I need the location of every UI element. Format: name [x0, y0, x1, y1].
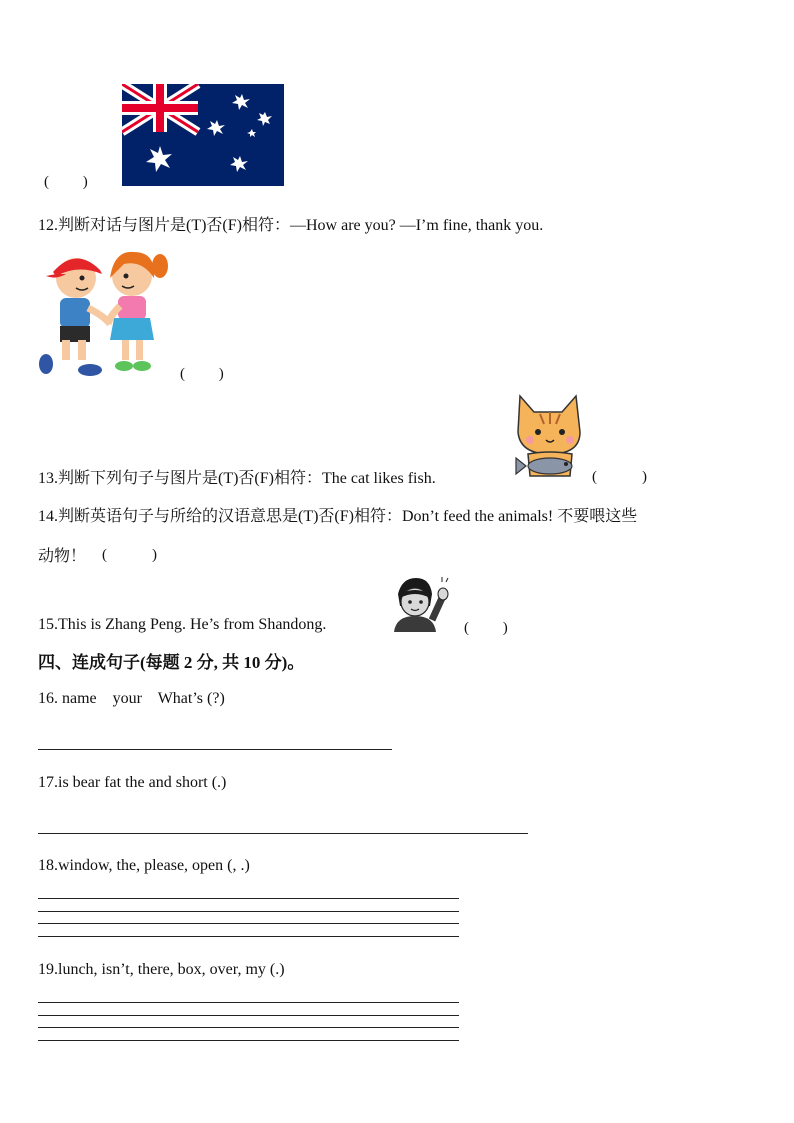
- australia-flag-image: [122, 84, 284, 186]
- question-14-text-continued: 动物！: [38, 548, 87, 565]
- q12-answer-paren: ( ): [180, 366, 224, 382]
- question-17-text: 17.is bear fat the and short (.): [38, 774, 227, 791]
- q16-answer-line[interactable]: [38, 749, 392, 750]
- kids-greeting-image: [38, 244, 174, 380]
- q19-writing-line-1[interactable]: [38, 1002, 459, 1003]
- question-18-text: 18.window, the, please, open (, .): [38, 857, 250, 874]
- q17-answer-line[interactable]: [38, 833, 528, 834]
- question-13-text: 13.判断下列句子与图片是(T)否(F)相符：The cat likes fish.: [38, 470, 436, 487]
- q14-answer-paren: ( ): [102, 547, 157, 563]
- q18-writing-line-4[interactable]: [38, 936, 459, 937]
- question-14-text: 14.判断英语句子与所给的汉语意思是(T)否(F)相符：Don’t feed the animals! 不要喂这些: [38, 508, 638, 525]
- question-16-text: 16. name your What’s (?): [38, 690, 225, 707]
- boy-waving-image: [390, 576, 450, 632]
- q11-answer-paren: ( ): [44, 174, 88, 190]
- q18-writing-line-2[interactable]: [38, 911, 459, 912]
- q13-answer-paren: ( ): [592, 469, 647, 485]
- question-12-text: 12.判断对话与图片是(T)否(F)相符：—How are you? —I’m fine, thank you.: [38, 217, 544, 234]
- q15-answer-paren: ( ): [464, 620, 508, 636]
- q19-writing-line-3[interactable]: [38, 1027, 459, 1028]
- q18-writing-line-3[interactable]: [38, 923, 459, 924]
- question-15-text: 15.This is Zhang Peng. He’s from Shandong.: [38, 616, 327, 633]
- cat-with-fish-image: [512, 392, 588, 484]
- q18-writing-line-1[interactable]: [38, 898, 459, 899]
- question-19-text: 19.lunch, isn’t, there, box, over, my (.): [38, 961, 285, 978]
- q19-writing-line-2[interactable]: [38, 1015, 459, 1016]
- q19-writing-line-4[interactable]: [38, 1040, 459, 1041]
- section-4-heading: 四、连成句子(每题 2 分, 共 10 分)。: [38, 653, 305, 672]
